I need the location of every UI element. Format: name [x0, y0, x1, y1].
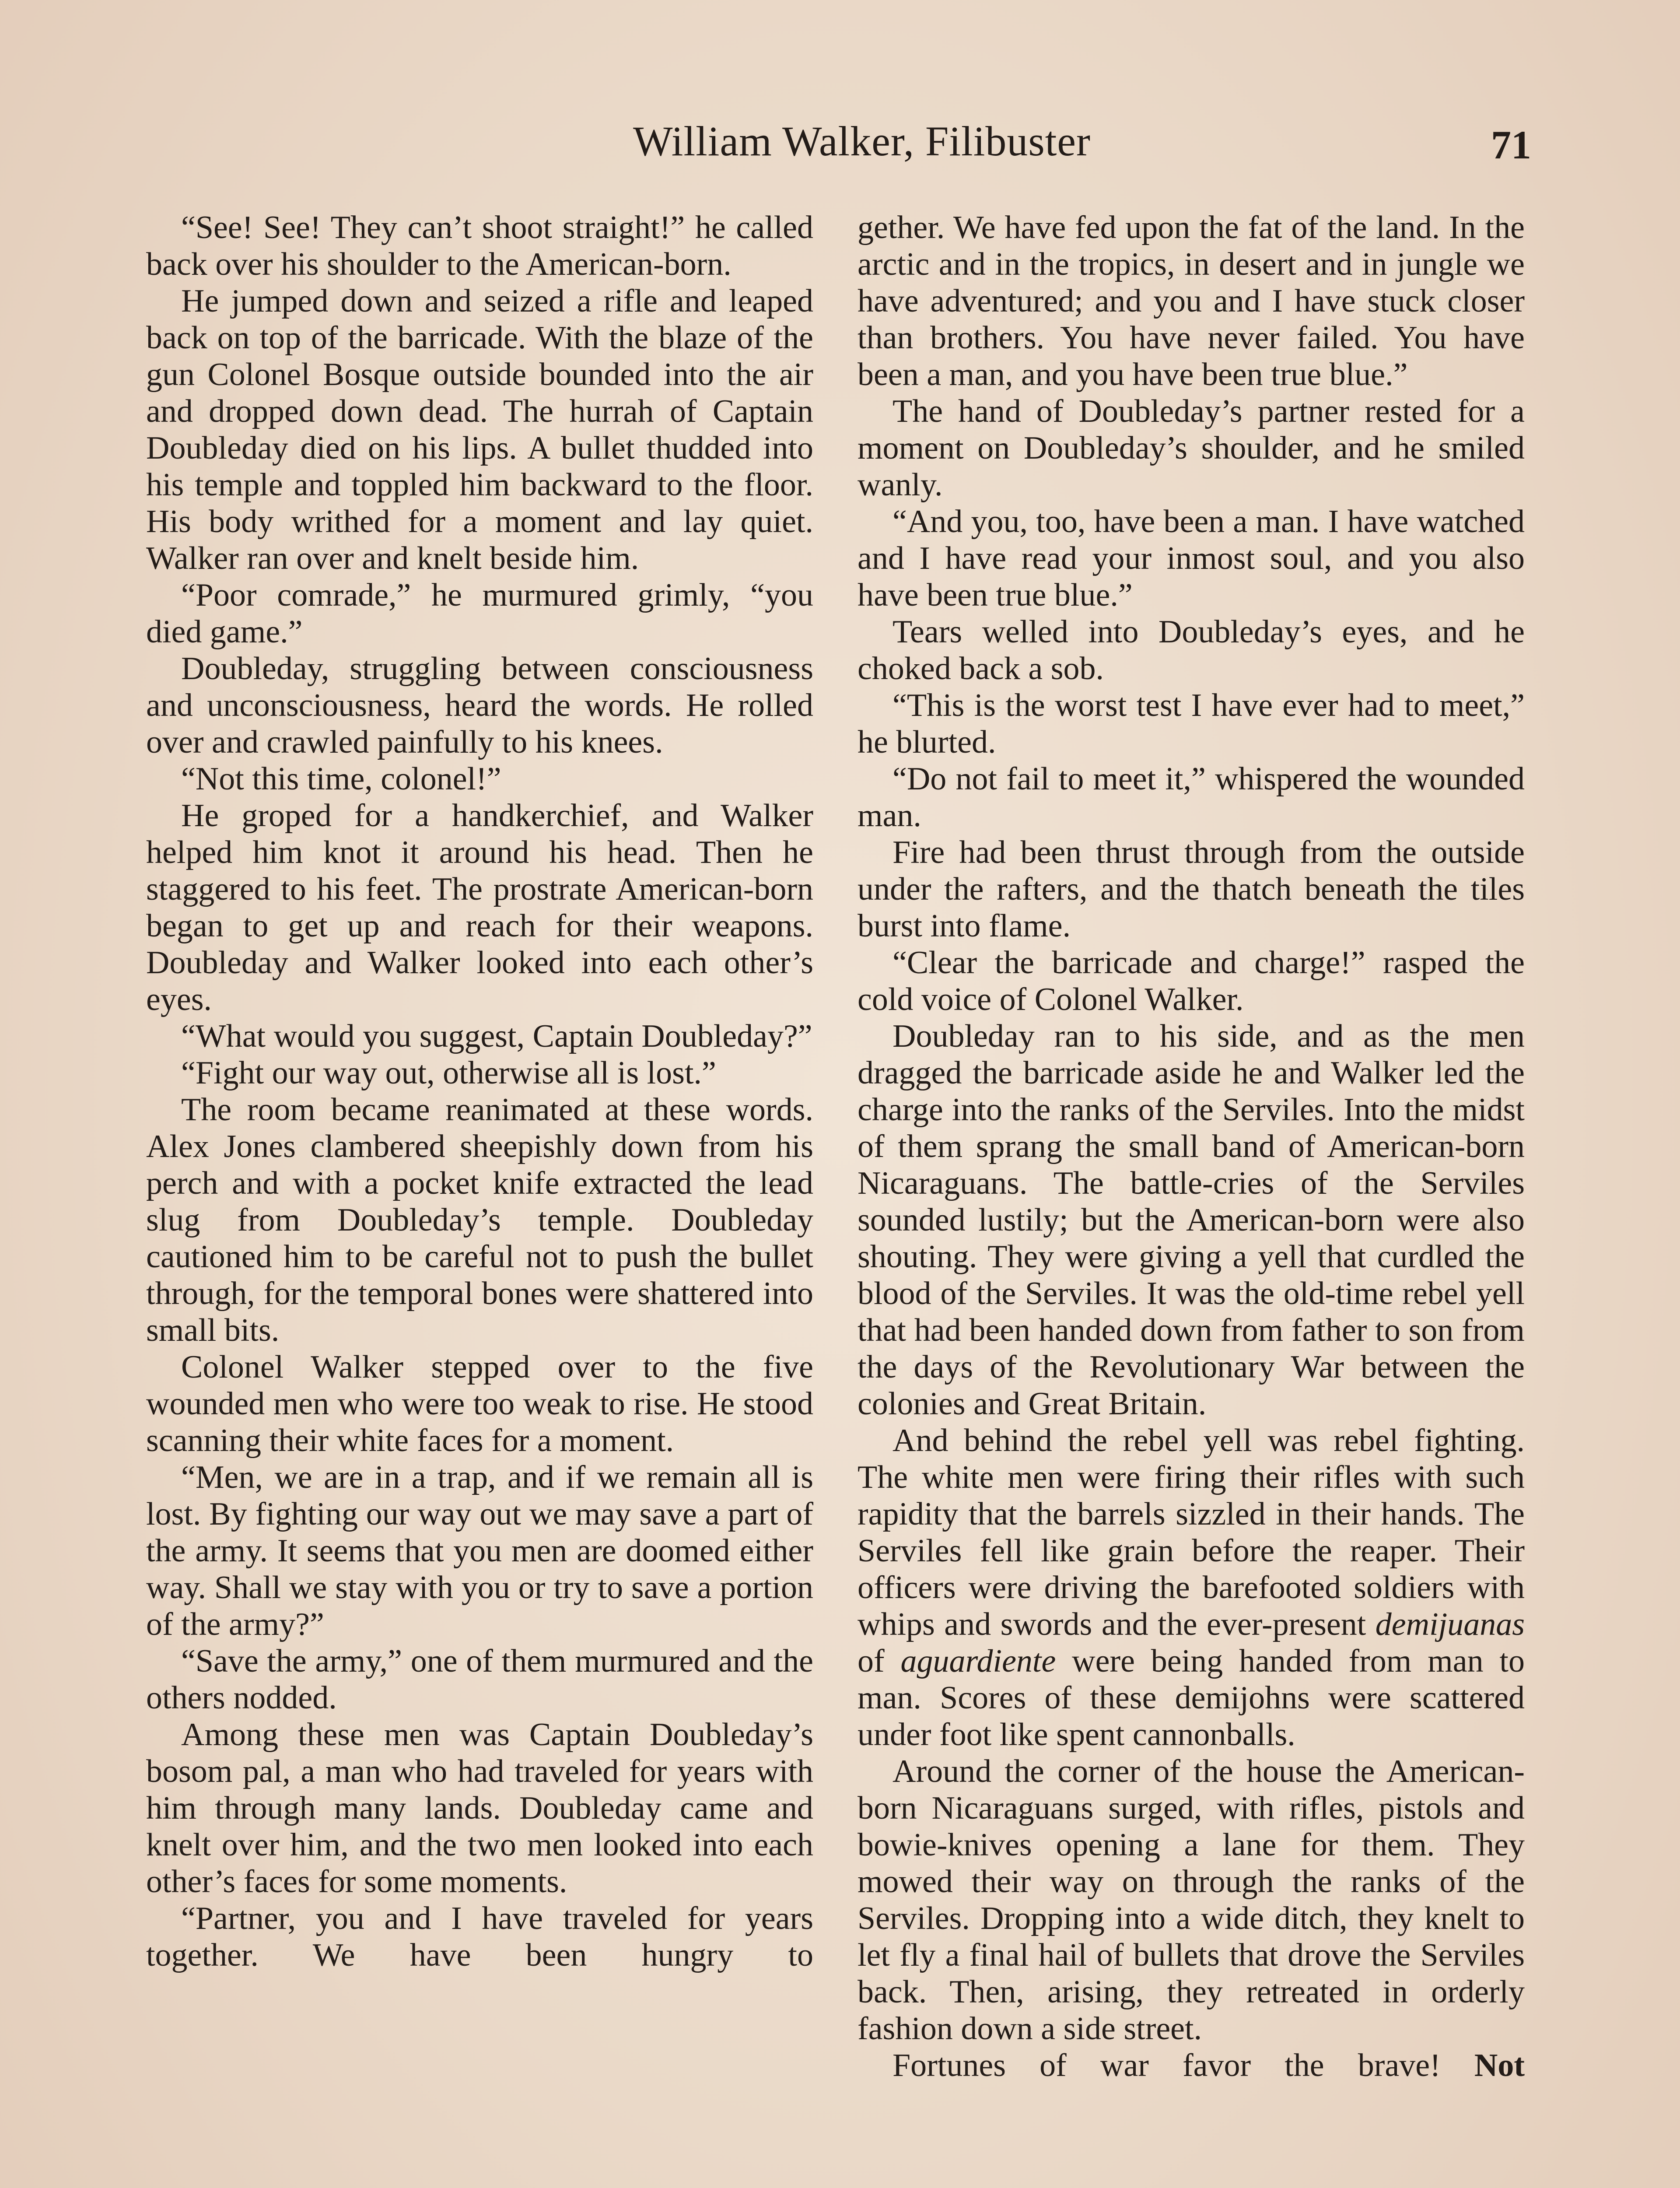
paragraph: “Not this time, colonel!” [181, 761, 501, 797]
paragraph: Tears welled into Doubleday’s eyes, and he choked back a sob. [858, 614, 1525, 687]
text-run: Fortunes of war favor the brave! [892, 2048, 1441, 2083]
bold-word: Not [1474, 2048, 1525, 2083]
paragraph: The hand of Doubleday’s partner rested for a moment on Doubleday’s shoulder, and he smiled wanly. [858, 393, 1525, 503]
paragraph: “Save the army,” one of them murmured and the others nodded. [146, 1643, 813, 1716]
paragraph: Fire had been thrust through from the outside under the rafters, and the thatch beneath the tiles burst into flame. [858, 835, 1525, 944]
paragraph-with-italics [858, 1422, 1525, 1753]
paragraph: Doubleday, struggling between consciousness and unconsciousness, heard the words. He rolled over and crawled painfully to his knees. [146, 651, 813, 760]
paragraph: “See! See! They can’t shoot straight!” he called back over his shoulder to the American-born. [146, 210, 813, 282]
text-run: were being handed from man to man. Scores of these demijohns were scattered under foot like spent cannonballs. [858, 1643, 1525, 1753]
paragraph: “And you, too, have been a man. I have watched and I have read your inmost soul, and you also have been true blue.” [858, 504, 1525, 613]
paragraph: Doubleday ran to his side, and as the men dragged the barricade aside he and Walker led the charge into the ranks of the Serviles. Into the midst of them sprang the small band of American-born Nicaraguans. The battle-cries of the Serviles sounded lustily; but the American-born were also shouting. They were giving a yell that curdled the blood of the Serviles. It was the old-time rebel yell that had been handed down from father to son from the days of the Revolutionary War between the colonies and Great Britain. [858, 1018, 1525, 1422]
paragraph: “This is the worst test I have ever had to meet,” he blurted. [858, 687, 1525, 760]
paragraph: Among these men was Captain Doubleday’s bosom pal, a man who had traveled for years with him through many lands. Doubleday came and knelt over him, and the two men looked into each other’s faces for some moments. [146, 1717, 813, 1900]
paragraph: “Men, we are in a trap, and if we remain all is lost. By fighting our way out we may save a part of the army. It seems that you men are doomed either way. Shall we stay with you or try to save a portion of the army?” [146, 1459, 813, 1642]
paragraph: He groped for a handkerchief, and Walker helped him knot it around his head. Then he staggered to his feet. The prostrate American-born began to get up and reach for their weapons. Doubleday and Walker looked into each other’s eyes. [146, 798, 813, 1017]
paragraph: He jumped down and seized a rifle and leaped back on top of the barricade. With the blaze of the gun Colonel Bosque outside bounded into the air and dropped down dead. The hurrah of Captain Doubleday died on his lips. A bullet thudded into his temple and toppled him backward to the floor. His body writhed for a moment and lay quiet. Walker ran over and knelt beside him. [146, 283, 813, 576]
paragraph: “Clear the barricade and charge!” rasped the cold voice of Colonel Walker. [858, 945, 1525, 1017]
page-number: 71 [1491, 123, 1531, 167]
paragraph: Colonel Walker stepped over to the five wounded men who were too weak to rise. He stood scanning their white faces for a moment. [146, 1349, 813, 1459]
paragraph: Around the corner of the house the American-born Nicaraguans surged, with rifles, pistols and bowie-knives opening a lane for them. They mowed their way on through the ranks of the Serviles. Dropping into a wide ditch, they knelt to let fly a final hail of bullets that drove the Serviles back. Then, arising, they retreated in orderly fashion down a side street. [858, 1753, 1525, 2047]
paragraph: “Poor comrade,” he murmured grimly, “you died game.” [146, 577, 813, 650]
paragraph-last [858, 2047, 1525, 2084]
paragraph: “Fight our way out, otherwise all is lost.” [181, 1055, 716, 1091]
paragraph: “Partner, you and I have traveled for years together. We have been hungry to [146, 1900, 813, 1973]
italic-term: demijuanas [1375, 1606, 1525, 1642]
text-run: And behind the rebel yell was rebel fighting. The white men were firing their rifles with such rapidity that the barrels sizzled in their hands. The Serviles fell like grain before the reaper. Their officers were driving the barefooted soldiers with whips and swords and the ever-present [858, 1423, 1525, 1642]
paragraph-continued: gether. We have fed upon the fat of the land. In the arctic and in the tropics, in desert and in jungle we have adventured; and you and I have stuck closer than brothers. You have never failed. You have been a man, and you have been true blue.” [858, 210, 1525, 393]
paragraph: The room became reanimated at these words. Alex Jones clambered sheepishly down from his perch and with a pocket knife extracted the lead slug from Doubleday’s temple. Doubleday cautioned him to be careful not to push the bullet through, for the temporal bones were shattered into small bits. [146, 1092, 813, 1348]
text-run: of [858, 1643, 901, 1679]
paragraph: “Do not fail to meet it,” whispered the wounded man. [858, 761, 1525, 834]
italic-term: aguardiente [900, 1643, 1056, 1679]
paragraph: “What would you suggest, Captain Doubleday?” [181, 1018, 812, 1054]
right-column [858, 209, 1525, 2084]
running-head: William Walker, Filibuster [633, 118, 1091, 165]
left-column [146, 209, 813, 1974]
